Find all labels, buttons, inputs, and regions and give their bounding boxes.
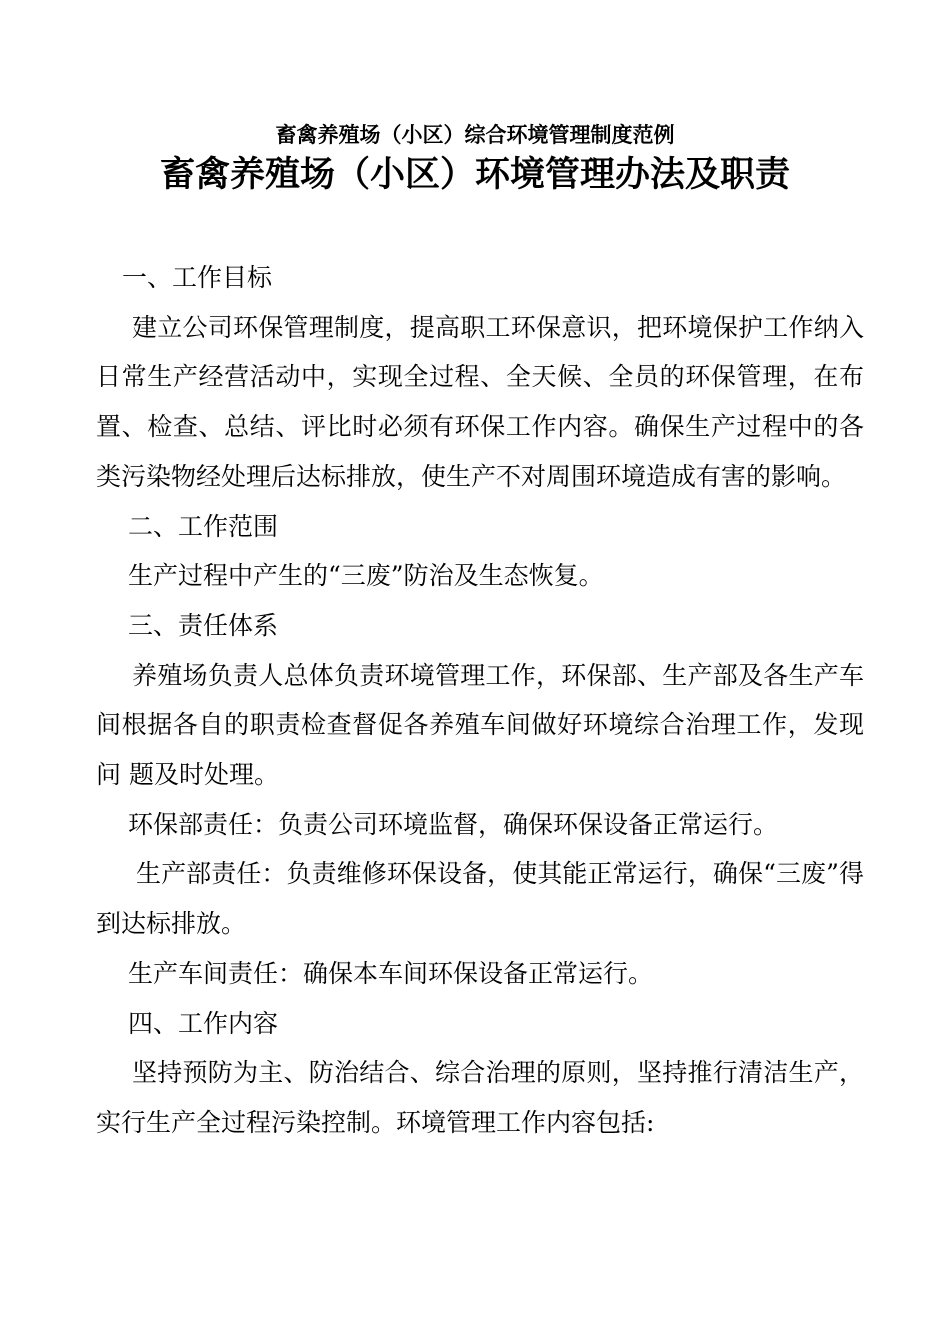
paragraph-content: 坚持预防为主、防治结合、综合治理的原则，坚持推行清洁生产，实行生产全过程污染控制。环境管理工作内容包括: xyxy=(96,1058,864,1137)
paragraph-prod-dept: 生产部责任：负责维修环保设备，使其能正常运行，确保“三废”得到达标排放。 xyxy=(96,859,864,939)
section-heading-goal: 一、工作目标 xyxy=(122,263,273,292)
document-subtitle: 畜禽养殖场（小区）综合环境管理制度范例 xyxy=(275,122,675,147)
paragraph-workshop: 生产车间责任：确保本车间环保设备正常运行。 xyxy=(128,958,654,988)
section-heading-scope: 二、工作范围 xyxy=(128,511,279,541)
document-title: 畜禽养殖场（小区）环境管理办法及职责 xyxy=(159,154,790,195)
section-heading-content: 四、工作内容 xyxy=(128,1008,279,1038)
paragraph-responsibility: 养殖场负责人总体负责环境管理工作，环保部、生产部及各生产车 间根据各自的职责检查督促各养殖车间做好环境综合治理工作，发现问 题及时处理。 xyxy=(96,660,864,790)
document-body xyxy=(96,253,864,1148)
paragraph-goal: 建立公司环保管理制度，提高职工环保意识，把环境保护工作纳入 日常生产经营活动中，实现全过程、全天候、全员的环保管理，在布置、检查、总结、评比时必须有环保工作内容。确保生产过程中的各类污染物经处理后达标排放，使生产不对周围环境造成有害的影响。 xyxy=(96,312,864,491)
paragraph-env-dept: 环保部责任：负责公司环境监督，确保环保设备正常运行。 xyxy=(128,809,779,839)
section-heading-responsibility: 三、责任体系 xyxy=(128,610,279,640)
paragraph-scope: 生产过程中产生的“三废”防治及生态恢复。 xyxy=(128,561,604,591)
